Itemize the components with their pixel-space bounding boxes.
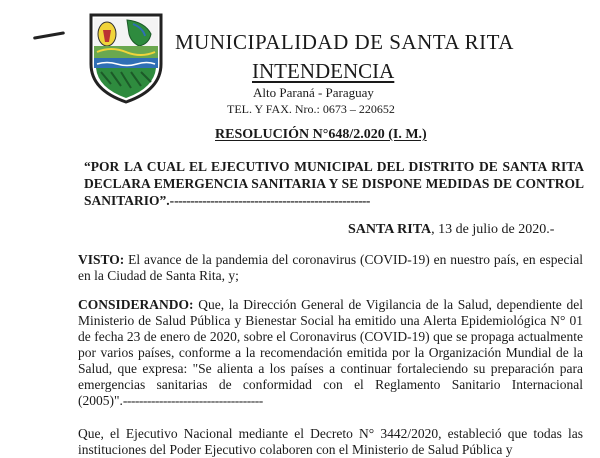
considerando-label: CONSIDERANDO: [78, 297, 194, 312]
municipal-coat-of-arms-icon [87, 12, 165, 104]
decreto-paragraph [78, 426, 583, 458]
letterhead [175, 30, 575, 116]
contact-text: TEL. Y FAX. Nro.: 0673 – 220652 [227, 102, 395, 116]
considerando-paragraph [78, 297, 583, 409]
date-place: SANTA RITA [348, 222, 432, 237]
pen-mark [33, 31, 65, 40]
resolution-title [84, 158, 584, 209]
visto-text: El avance de la pandemia del coronavirus (COVID-19) en nuestro país, en especial en la Ciudad de Santa Rita, y; [78, 252, 583, 283]
date-line [348, 223, 554, 237]
considerando-text: Que, la Dirección General de Vigilancia de la Salud, dependiente del Ministerio de Salud Pública y Bienestar Social ha emitido una Alerta Epidemiológica N° 01 de fecha 23 de enero de 2020, sobre el Coronavirus (COVID-19) que se propaga actualmente por varios países, conforme a la recomendación emitida por la Organización Mundial de la Salud, que expresa: "Se alienta a los países a continuar fortaleciendo su preparación para emergencias sanitarias de conformidad con el Reglamento Sanitario Internacional (2005)". [78, 297, 583, 408]
location-text: Alto Paraná - Paraguay [253, 85, 374, 100]
decreto-text: Que, el Ejecutivo Nacional mediante el Decreto N° 3442/2020, estableció que todas las instituciones del Poder Ejecutivo colaboren con el Ministerio de Salud Pública y [78, 426, 583, 457]
municipality-name: MUNICIPALIDAD DE SANTA RITA [175, 30, 514, 54]
office-name: INTENDENCIA [252, 59, 395, 83]
resolution-title-text: “POR LA CUAL EL EJECUTIVO MUNICIPAL DEL DISTRITO DE SANTA RITA DECLARA EMERGENCIA SANITARIA Y SE DISPONE MEDIDAS DE CONTROL SANITARIO”.- [84, 159, 584, 208]
visto-paragraph [78, 252, 583, 284]
resolution-number: RESOLUCIÓN N°648/2.020 (I. M.) [215, 127, 427, 142]
title-dash-fill: ------------------------------------------------- [174, 193, 370, 208]
visto-label: VISTO: [78, 252, 125, 267]
considerando-dash-fill: ----------------------------------- [122, 393, 263, 408]
date-text: , 13 de julio de 2020.- [431, 222, 555, 237]
